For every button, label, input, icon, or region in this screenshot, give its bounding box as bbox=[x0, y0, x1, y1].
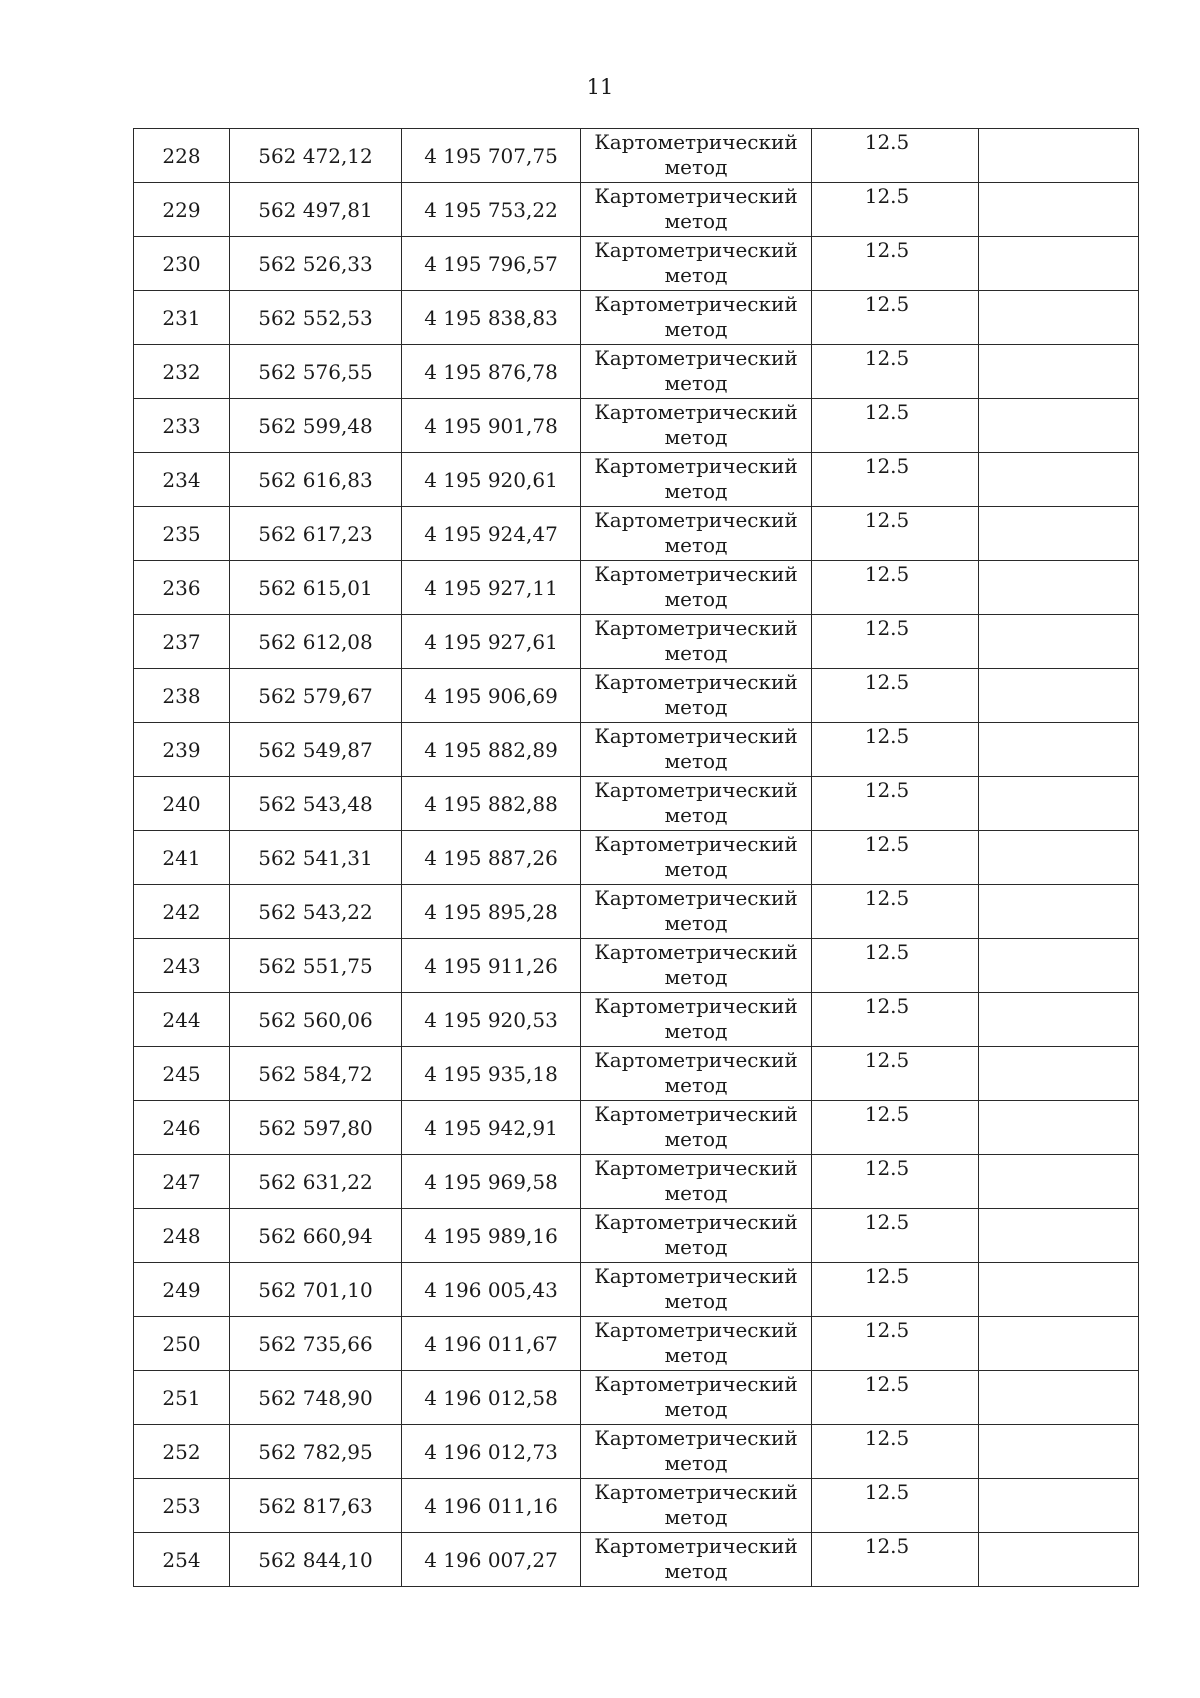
table-row bbox=[134, 237, 1139, 291]
coord-x-cell: 562 543,48 bbox=[230, 777, 402, 831]
accuracy-cell bbox=[812, 1101, 979, 1155]
note-cell bbox=[979, 399, 1139, 453]
coord-x-cell: 562 497,81 bbox=[230, 183, 402, 237]
method-text: Картометрический bbox=[594, 1048, 798, 1072]
table-row bbox=[134, 1263, 1139, 1317]
accuracy-value: 12.5 bbox=[864, 454, 910, 478]
method-cell bbox=[581, 831, 812, 885]
accuracy-value: 12.5 bbox=[864, 1156, 910, 1180]
method-text: метод bbox=[664, 1397, 728, 1421]
accuracy-cell bbox=[812, 129, 979, 183]
coord-y-cell: 4 195 942,91 bbox=[402, 1101, 581, 1155]
point-number-cell: 253 bbox=[134, 1479, 230, 1533]
method-cell bbox=[581, 1371, 812, 1425]
note-cell bbox=[979, 1155, 1139, 1209]
coord-y-cell: 4 195 895,28 bbox=[402, 885, 581, 939]
note-cell bbox=[979, 669, 1139, 723]
coord-x-cell: 562 617,23 bbox=[230, 507, 402, 561]
method-text: метод bbox=[664, 317, 728, 341]
accuracy-cell bbox=[812, 237, 979, 291]
coord-x-cell: 562 543,22 bbox=[230, 885, 402, 939]
method-text: метод bbox=[664, 1505, 728, 1529]
method-cell bbox=[581, 291, 812, 345]
note-cell bbox=[979, 777, 1139, 831]
note-cell bbox=[979, 831, 1139, 885]
accuracy-cell bbox=[812, 561, 979, 615]
accuracy-cell bbox=[812, 1479, 979, 1533]
table-row bbox=[134, 777, 1139, 831]
method-text: Картометрический bbox=[594, 346, 798, 370]
method-text: метод bbox=[664, 1073, 728, 1097]
note-cell bbox=[979, 183, 1139, 237]
method-text: метод bbox=[664, 1181, 728, 1205]
method-text: Картометрический bbox=[594, 1102, 798, 1126]
coord-y-cell: 4 196 011,67 bbox=[402, 1317, 581, 1371]
method-cell bbox=[581, 1317, 812, 1371]
accuracy-value: 12.5 bbox=[864, 1426, 910, 1450]
accuracy-cell bbox=[812, 993, 979, 1047]
table-row bbox=[134, 939, 1139, 993]
note-cell bbox=[979, 129, 1139, 183]
method-text: метод bbox=[664, 479, 728, 503]
note-cell bbox=[979, 1047, 1139, 1101]
accuracy-value: 12.5 bbox=[864, 1048, 910, 1072]
accuracy-value: 12.5 bbox=[864, 1372, 910, 1396]
accuracy-value: 12.5 bbox=[864, 1480, 910, 1504]
accuracy-value: 12.5 bbox=[864, 130, 910, 154]
table-row bbox=[134, 1479, 1139, 1533]
method-text: Картометрический bbox=[594, 1156, 798, 1180]
accuracy-value: 12.5 bbox=[864, 670, 910, 694]
accuracy-cell bbox=[812, 453, 979, 507]
method-text: метод bbox=[664, 587, 728, 611]
method-text: Картометрический bbox=[594, 1264, 798, 1288]
point-number-cell: 252 bbox=[134, 1425, 230, 1479]
table-row bbox=[134, 1317, 1139, 1371]
method-text: метод bbox=[664, 1289, 728, 1313]
point-number-cell: 235 bbox=[134, 507, 230, 561]
point-number-cell: 241 bbox=[134, 831, 230, 885]
method-cell bbox=[581, 1425, 812, 1479]
point-number-cell: 246 bbox=[134, 1101, 230, 1155]
note-cell bbox=[979, 939, 1139, 993]
accuracy-cell bbox=[812, 939, 979, 993]
coord-y-cell: 4 195 927,11 bbox=[402, 561, 581, 615]
method-text: Картометрический bbox=[594, 994, 798, 1018]
accuracy-cell bbox=[812, 345, 979, 399]
accuracy-cell bbox=[812, 1425, 979, 1479]
coord-y-cell: 4 195 887,26 bbox=[402, 831, 581, 885]
accuracy-value: 12.5 bbox=[864, 832, 910, 856]
coord-y-cell: 4 195 935,18 bbox=[402, 1047, 581, 1101]
coord-x-cell: 562 748,90 bbox=[230, 1371, 402, 1425]
point-number-cell: 254 bbox=[134, 1533, 230, 1587]
method-text: метод bbox=[664, 803, 728, 827]
coord-y-cell: 4 195 882,88 bbox=[402, 777, 581, 831]
coord-y-cell: 4 195 906,69 bbox=[402, 669, 581, 723]
point-number-cell: 247 bbox=[134, 1155, 230, 1209]
point-number-cell: 243 bbox=[134, 939, 230, 993]
method-text: метод bbox=[664, 695, 728, 719]
accuracy-value: 12.5 bbox=[864, 1210, 910, 1234]
table-row bbox=[134, 1425, 1139, 1479]
method-text: Картометрический bbox=[594, 1372, 798, 1396]
coord-x-cell: 562 615,01 bbox=[230, 561, 402, 615]
method-cell bbox=[581, 1479, 812, 1533]
method-cell bbox=[581, 777, 812, 831]
coord-y-cell: 4 195 924,47 bbox=[402, 507, 581, 561]
method-cell bbox=[581, 237, 812, 291]
table-row bbox=[134, 615, 1139, 669]
table-row bbox=[134, 1155, 1139, 1209]
method-text: Картометрический bbox=[594, 238, 798, 262]
accuracy-cell bbox=[812, 1155, 979, 1209]
point-number-cell: 239 bbox=[134, 723, 230, 777]
note-cell bbox=[979, 345, 1139, 399]
method-text: метод bbox=[664, 209, 728, 233]
method-cell bbox=[581, 669, 812, 723]
note-cell bbox=[979, 1425, 1139, 1479]
note-cell bbox=[979, 885, 1139, 939]
point-number-cell: 232 bbox=[134, 345, 230, 399]
coord-x-cell: 562 612,08 bbox=[230, 615, 402, 669]
accuracy-cell bbox=[812, 291, 979, 345]
method-text: метод bbox=[664, 263, 728, 287]
method-text: Картометрический bbox=[594, 1480, 798, 1504]
accuracy-cell bbox=[812, 669, 979, 723]
accuracy-cell bbox=[812, 1209, 979, 1263]
coord-x-cell: 562 551,75 bbox=[230, 939, 402, 993]
method-text: Картометрический bbox=[594, 1426, 798, 1450]
coord-y-cell: 4 195 882,89 bbox=[402, 723, 581, 777]
table-row bbox=[134, 291, 1139, 345]
point-number-cell: 249 bbox=[134, 1263, 230, 1317]
coord-x-cell: 562 844,10 bbox=[230, 1533, 402, 1587]
method-cell bbox=[581, 1047, 812, 1101]
note-cell bbox=[979, 507, 1139, 561]
point-number-cell: 231 bbox=[134, 291, 230, 345]
point-number-cell: 244 bbox=[134, 993, 230, 1047]
point-number-cell: 240 bbox=[134, 777, 230, 831]
note-cell bbox=[979, 561, 1139, 615]
coord-x-cell: 562 526,33 bbox=[230, 237, 402, 291]
note-cell bbox=[979, 453, 1139, 507]
method-text: Картометрический bbox=[594, 1210, 798, 1234]
note-cell bbox=[979, 237, 1139, 291]
method-text: Картометрический bbox=[594, 454, 798, 478]
point-number-cell: 250 bbox=[134, 1317, 230, 1371]
accuracy-cell bbox=[812, 1047, 979, 1101]
method-cell bbox=[581, 507, 812, 561]
method-cell bbox=[581, 1155, 812, 1209]
accuracy-value: 12.5 bbox=[864, 346, 910, 370]
method-text: метод bbox=[664, 1235, 728, 1259]
method-text: Картометрический bbox=[594, 184, 798, 208]
accuracy-cell bbox=[812, 885, 979, 939]
note-cell bbox=[979, 615, 1139, 669]
coord-x-cell: 562 560,06 bbox=[230, 993, 402, 1047]
method-text: Картометрический bbox=[594, 1318, 798, 1342]
page-number: 11 bbox=[586, 75, 614, 99]
coord-x-cell: 562 735,66 bbox=[230, 1317, 402, 1371]
method-cell bbox=[581, 129, 812, 183]
accuracy-cell bbox=[812, 615, 979, 669]
coordinates-table bbox=[133, 128, 1139, 1587]
point-number-cell: 237 bbox=[134, 615, 230, 669]
accuracy-value: 12.5 bbox=[864, 400, 910, 424]
method-text: метод bbox=[664, 965, 728, 989]
accuracy-value: 12.5 bbox=[864, 238, 910, 262]
accuracy-value: 12.5 bbox=[864, 1534, 910, 1558]
point-number-cell: 230 bbox=[134, 237, 230, 291]
method-text: Картометрический bbox=[594, 562, 798, 586]
method-cell bbox=[581, 345, 812, 399]
accuracy-value: 12.5 bbox=[864, 508, 910, 532]
point-number-cell: 228 bbox=[134, 129, 230, 183]
accuracy-cell bbox=[812, 723, 979, 777]
method-text: метод bbox=[664, 1127, 728, 1151]
method-cell bbox=[581, 723, 812, 777]
method-cell bbox=[581, 1209, 812, 1263]
method-text: метод bbox=[664, 371, 728, 395]
accuracy-value: 12.5 bbox=[864, 616, 910, 640]
method-cell bbox=[581, 561, 812, 615]
method-text: метод bbox=[664, 533, 728, 557]
coord-y-cell: 4 195 927,61 bbox=[402, 615, 581, 669]
accuracy-cell bbox=[812, 507, 979, 561]
accuracy-value: 12.5 bbox=[864, 1318, 910, 1342]
table-row bbox=[134, 831, 1139, 885]
table-row bbox=[134, 183, 1139, 237]
accuracy-value: 12.5 bbox=[864, 562, 910, 586]
accuracy-value: 12.5 bbox=[864, 292, 910, 316]
table-row bbox=[134, 129, 1139, 183]
coord-x-cell: 562 597,80 bbox=[230, 1101, 402, 1155]
accuracy-cell bbox=[812, 1317, 979, 1371]
note-cell bbox=[979, 1317, 1139, 1371]
table-row bbox=[134, 1101, 1139, 1155]
coord-x-cell: 562 599,48 bbox=[230, 399, 402, 453]
table-row bbox=[134, 885, 1139, 939]
point-number-cell: 233 bbox=[134, 399, 230, 453]
point-number-cell: 245 bbox=[134, 1047, 230, 1101]
coord-x-cell: 562 782,95 bbox=[230, 1425, 402, 1479]
coord-x-cell: 562 584,72 bbox=[230, 1047, 402, 1101]
coord-x-cell: 562 616,83 bbox=[230, 453, 402, 507]
point-number-cell: 242 bbox=[134, 885, 230, 939]
table-body bbox=[134, 129, 1139, 1587]
accuracy-cell bbox=[812, 399, 979, 453]
table-row bbox=[134, 1047, 1139, 1101]
accuracy-cell bbox=[812, 831, 979, 885]
table-row bbox=[134, 1371, 1139, 1425]
accuracy-value: 12.5 bbox=[864, 940, 910, 964]
note-cell bbox=[979, 1479, 1139, 1533]
method-cell bbox=[581, 615, 812, 669]
accuracy-cell bbox=[812, 1533, 979, 1587]
coord-y-cell: 4 195 876,78 bbox=[402, 345, 581, 399]
accuracy-value: 12.5 bbox=[864, 1102, 910, 1126]
accuracy-value: 12.5 bbox=[864, 886, 910, 910]
coord-x-cell: 562 472,12 bbox=[230, 129, 402, 183]
coord-x-cell: 562 701,10 bbox=[230, 1263, 402, 1317]
method-text: метод bbox=[664, 1343, 728, 1367]
coord-x-cell: 562 817,63 bbox=[230, 1479, 402, 1533]
coord-x-cell: 562 660,94 bbox=[230, 1209, 402, 1263]
method-text: Картометрический bbox=[594, 1534, 798, 1558]
method-cell bbox=[581, 1101, 812, 1155]
method-cell bbox=[581, 1263, 812, 1317]
method-cell bbox=[581, 993, 812, 1047]
accuracy-value: 12.5 bbox=[864, 724, 910, 748]
table-row bbox=[134, 723, 1139, 777]
method-text: метод bbox=[664, 911, 728, 935]
coord-x-cell: 562 576,55 bbox=[230, 345, 402, 399]
method-text: метод bbox=[664, 1559, 728, 1583]
accuracy-cell bbox=[812, 1263, 979, 1317]
coord-y-cell: 4 196 007,27 bbox=[402, 1533, 581, 1587]
method-cell bbox=[581, 939, 812, 993]
point-number-cell: 251 bbox=[134, 1371, 230, 1425]
coord-y-cell: 4 196 012,58 bbox=[402, 1371, 581, 1425]
accuracy-value: 12.5 bbox=[864, 1264, 910, 1288]
method-text: метод bbox=[664, 1019, 728, 1043]
method-cell bbox=[581, 399, 812, 453]
method-text: метод bbox=[664, 1451, 728, 1475]
point-number-cell: 236 bbox=[134, 561, 230, 615]
method-text: метод bbox=[664, 155, 728, 179]
method-text: Картометрический bbox=[594, 130, 798, 154]
accuracy-cell bbox=[812, 777, 979, 831]
table-row bbox=[134, 561, 1139, 615]
coord-y-cell: 4 196 012,73 bbox=[402, 1425, 581, 1479]
method-text: Картометрический bbox=[594, 292, 798, 316]
coord-y-cell: 4 195 838,83 bbox=[402, 291, 581, 345]
coord-y-cell: 4 195 989,16 bbox=[402, 1209, 581, 1263]
coord-x-cell: 562 631,22 bbox=[230, 1155, 402, 1209]
method-text: метод bbox=[664, 857, 728, 881]
table-row bbox=[134, 669, 1139, 723]
coord-y-cell: 4 195 901,78 bbox=[402, 399, 581, 453]
coord-y-cell: 4 196 011,16 bbox=[402, 1479, 581, 1533]
table-row bbox=[134, 1209, 1139, 1263]
note-cell bbox=[979, 1209, 1139, 1263]
table-row bbox=[134, 993, 1139, 1047]
method-cell bbox=[581, 453, 812, 507]
method-text: Картометрический bbox=[594, 724, 798, 748]
note-cell bbox=[979, 1371, 1139, 1425]
method-text: Картометрический bbox=[594, 832, 798, 856]
note-cell bbox=[979, 291, 1139, 345]
coord-x-cell: 562 549,87 bbox=[230, 723, 402, 777]
coord-y-cell: 4 195 707,75 bbox=[402, 129, 581, 183]
point-number-cell: 248 bbox=[134, 1209, 230, 1263]
method-text: Картометрический bbox=[594, 400, 798, 424]
note-cell bbox=[979, 723, 1139, 777]
point-number-cell: 238 bbox=[134, 669, 230, 723]
accuracy-cell bbox=[812, 183, 979, 237]
note-cell bbox=[979, 993, 1139, 1047]
method-text: Картометрический bbox=[594, 778, 798, 802]
method-text: Картометрический bbox=[594, 670, 798, 694]
accuracy-value: 12.5 bbox=[864, 778, 910, 802]
coord-y-cell: 4 196 005,43 bbox=[402, 1263, 581, 1317]
method-text: метод bbox=[664, 749, 728, 773]
coord-y-cell: 4 195 920,53 bbox=[402, 993, 581, 1047]
point-number-cell: 234 bbox=[134, 453, 230, 507]
table-row bbox=[134, 345, 1139, 399]
accuracy-cell bbox=[812, 1371, 979, 1425]
table-row bbox=[134, 453, 1139, 507]
note-cell bbox=[979, 1533, 1139, 1587]
method-text: Картометрический bbox=[594, 886, 798, 910]
method-cell bbox=[581, 1533, 812, 1587]
note-cell bbox=[979, 1263, 1139, 1317]
method-cell bbox=[581, 885, 812, 939]
accuracy-value: 12.5 bbox=[864, 184, 910, 208]
method-text: Картометрический bbox=[594, 940, 798, 964]
method-text: метод bbox=[664, 641, 728, 665]
coord-x-cell: 562 579,67 bbox=[230, 669, 402, 723]
coord-y-cell: 4 195 969,58 bbox=[402, 1155, 581, 1209]
coord-y-cell: 4 195 753,22 bbox=[402, 183, 581, 237]
table-row bbox=[134, 399, 1139, 453]
coord-y-cell: 4 195 920,61 bbox=[402, 453, 581, 507]
method-text: Картометрический bbox=[594, 616, 798, 640]
table-row bbox=[134, 1533, 1139, 1587]
coord-x-cell: 562 541,31 bbox=[230, 831, 402, 885]
coord-x-cell: 562 552,53 bbox=[230, 291, 402, 345]
method-text: Картометрический bbox=[594, 508, 798, 532]
coord-y-cell: 4 195 911,26 bbox=[402, 939, 581, 993]
table-row bbox=[134, 507, 1139, 561]
point-number-cell: 229 bbox=[134, 183, 230, 237]
method-cell bbox=[581, 183, 812, 237]
accuracy-value: 12.5 bbox=[864, 994, 910, 1018]
note-cell bbox=[979, 1101, 1139, 1155]
coord-y-cell: 4 195 796,57 bbox=[402, 237, 581, 291]
method-text: метод bbox=[664, 425, 728, 449]
